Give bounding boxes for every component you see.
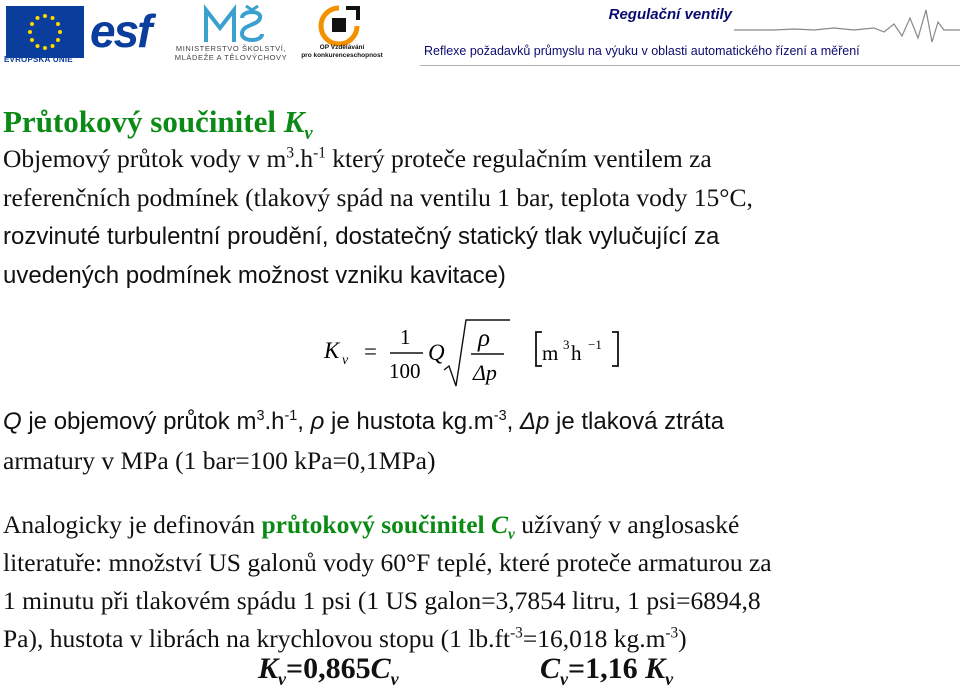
header-divider (420, 65, 960, 66)
formula-bracket-right (612, 332, 618, 366)
formula-unit-m-exp: 3 (563, 337, 570, 352)
signal-wave-icon (734, 4, 960, 44)
eu-label: EVROPSKÁ UNIE (4, 55, 73, 64)
paragraph-1-line-2: referenčních podmínek (tlakový spád na ventilu 1 bar, teplota vody 15°C, (3, 183, 753, 212)
formula-delta-p: Δp (473, 360, 497, 385)
kv-formula (320, 318, 630, 390)
paragraph-2-line-1: Q je objemový průtok $m^3.h^{-1}$, ρ je hustota $kg.m^{-3}$, Δp je tlaková ztráta (3, 408, 725, 435)
highlighted-term: průtokový součinitel (261, 510, 491, 539)
equation-cv-from-kv: $C_v=1,16$ $K_v$ (540, 652, 674, 689)
paragraph-1-line-3: rozvinuté turbulentní proudění, dostatečný statický tlak vylučující za (3, 223, 720, 250)
formula-lhs: K (324, 338, 340, 363)
section-heading: Průtokový součinitel $K_v$ (3, 104, 313, 145)
header-subtitle: Reflexe požadavků průmyslu na výuku v oblasti automatického řízení a měření (424, 44, 860, 58)
msmt-logo-icon (202, 4, 268, 46)
formula-rho: ρ (478, 325, 490, 352)
formula-numerator: 1 (400, 325, 411, 349)
formula-unit-h: h (571, 341, 582, 365)
paragraph-2-line-2: armatury v MPa (1 bar=100 kPa=0,1MPa) (3, 446, 436, 475)
msmt-logo-text: MINISTERSTVO ŠKOLSTVÍ, MLÁDEŽE A TĚLOVÝCHOVY (174, 44, 288, 62)
paragraph-3-line-3: 1 minutu při tlakovém spádu 1 psi (1 US galon=3,7854 litru, 1 psi=6894,8 (3, 586, 761, 615)
paragraph-3-line-2: literatuře: množství US galonů vody 60°F teplé, které proteče armaturou za (3, 548, 772, 577)
paragraph-1-line-4: uvedených podmínek možnost vzniku kavitace) (3, 262, 506, 289)
header-logos (0, 0, 400, 72)
formula-unit-h-exp: −1 (588, 337, 602, 352)
equation-kv-from-cv: $K_v=0,865C_v$ (258, 652, 399, 689)
esf-logo: esf (90, 5, 151, 57)
formula-lhs-sub: v (342, 353, 349, 368)
formula-q: Q (428, 340, 445, 365)
eu-flag-logo (6, 6, 84, 58)
paragraph-3-line-4: Pa), hustota v librách na krychlovou stopu (1 $lb.ft^{-3}=16,018$ $kg.m^{-3}$) (3, 624, 687, 653)
paragraph-3-line-1: Analogicky je definován průtokový součinitel $C_v$ užívaný v anglosaské (3, 510, 740, 544)
eu-stars-icon (6, 6, 84, 58)
op-logo-text: OP Vzdělávání pro konkurenceschopnost (301, 44, 383, 59)
paragraph-1-line-1: Objemový průtok vody v $m^3.h^{-1}$ který proteče regulačním ventilem za (3, 144, 712, 173)
op-logo-icon (316, 4, 362, 46)
formula-equals: = (364, 339, 377, 364)
header-title: Regulační ventily (608, 6, 732, 23)
formula-unit-m: m (542, 341, 559, 365)
formula-denominator: 100 (389, 359, 421, 383)
